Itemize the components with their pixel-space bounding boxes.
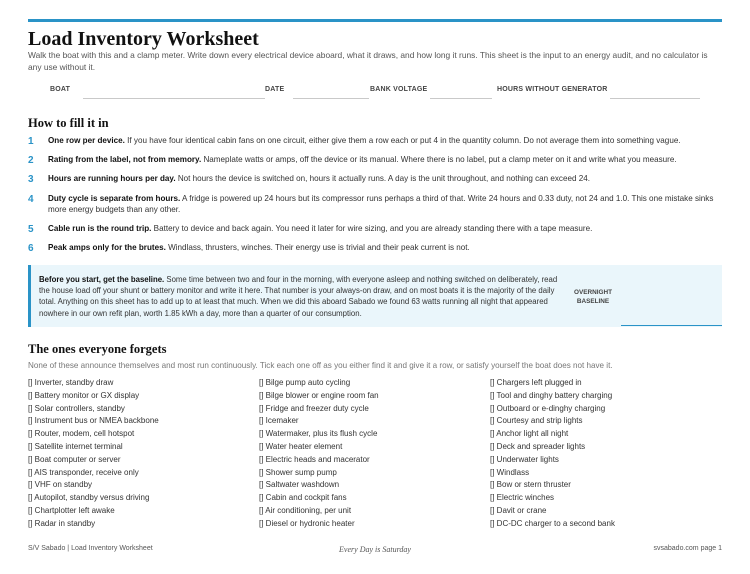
checklist-item[interactable]: [] Satellite internet terminal — [28, 441, 123, 451]
footer-tagline: Every Day is Saturday — [339, 545, 411, 554]
footer-left: S/V Sabado | Load Inventory Worksheet — [28, 545, 153, 552]
checklist-item[interactable]: [] Fridge and freezer duty cycle — [259, 403, 369, 413]
checklist-item[interactable]: [] Chargers left plugged in — [490, 378, 582, 387]
checklist-item[interactable]: [] Outboard or e-dinghy charging — [490, 403, 606, 413]
checklist-item[interactable]: [] Water heater element — [259, 441, 343, 451]
checklist-item[interactable]: [] Bilge blower or engine room fan — [259, 390, 379, 400]
checklist-item[interactable]: [] Solar controllers, standby — [28, 403, 125, 413]
forget-column-2 — [259, 377, 479, 531]
forget-heading: The ones everyone forgets — [28, 342, 167, 356]
step-number: 6 — [28, 243, 34, 254]
checklist-item[interactable]: [] DC-DC charger to a second bank — [490, 518, 615, 528]
checklist-item[interactable]: [] Tool and dinghy battery charging — [490, 390, 613, 400]
checklist-item[interactable]: [] Anchor light all night — [490, 429, 569, 439]
checklist-item[interactable]: [] Air conditioning, per unit — [259, 505, 352, 515]
checklist-item[interactable]: [] Router, modem, cell hotspot — [28, 429, 135, 439]
overnight-baseline-field[interactable] — [621, 325, 722, 326]
step-number: 4 — [28, 194, 34, 205]
checklist-item[interactable]: [] Diesel or hydronic heater — [259, 518, 355, 528]
checklist-item[interactable]: [] Davit or crane — [490, 505, 547, 515]
checklist-item[interactable]: [] Electric winches — [490, 493, 555, 503]
field-label-hours-without-generator: HOURS WITHOUT GENERATOR — [497, 86, 608, 93]
checklist-item[interactable]: [] Cabin and cockpit fans — [259, 493, 347, 503]
intro-text: Walk the boat with this and a clamp meter. Write down every electrical device aboard, what it draws, and how long it runs. This sheet is the input to an energy audit, and no calculator is any use without it. — [28, 50, 708, 72]
checklist-item[interactable]: [] Bilge pump auto cycling — [259, 378, 351, 387]
page-title: Load Inventory Worksheet — [28, 28, 259, 50]
step-number: 3 — [28, 174, 34, 185]
date-field[interactable] — [293, 98, 369, 99]
field-label-boat: BOAT — [50, 86, 71, 93]
checklist-item[interactable]: [] Electric heads and macerator — [259, 454, 370, 464]
baseline-callout — [28, 265, 722, 327]
footer-right: svsabado.com page 1 — [653, 545, 722, 552]
checklist-item[interactable]: [] Watermaker, plus its flush cycle — [259, 429, 378, 439]
checklist-item[interactable]: [] Underwater lights — [490, 454, 559, 464]
checklist-item[interactable]: [] Battery monitor or GX display — [28, 390, 140, 400]
accent-rule — [28, 19, 722, 22]
checklist-item[interactable]: [] Boat computer or server — [28, 454, 121, 464]
checklist-item[interactable]: [] VHF on standby — [28, 480, 93, 490]
checklist-item[interactable]: [] Bow or stern thruster — [490, 480, 571, 490]
boat-field[interactable] — [83, 98, 265, 99]
checklist-item[interactable]: [] Icemaker — [259, 416, 299, 426]
overnight-baseline-label: OVERNIGHT BASELINE — [574, 289, 612, 305]
step-number: 1 — [28, 136, 34, 147]
checklist-item[interactable]: [] Radar in standby — [28, 518, 96, 528]
step-number: 2 — [28, 155, 34, 166]
checklist-item[interactable]: [] Windlass — [490, 467, 530, 477]
header-fields — [28, 86, 722, 100]
checklist-item[interactable]: [] Saltwater washdown — [259, 480, 340, 490]
worksheet-page — [28, 0, 722, 574]
bank-voltage-field[interactable] — [430, 98, 492, 99]
checklist-item[interactable]: [] Instrument bus or NMEA backbone — [28, 416, 159, 426]
forget-column-1 — [28, 377, 248, 531]
callout-text: Before you start, get the baseline. Some time between two and four in the morning, with everyone asleep and nothing switched on deliberately, read the house load off your shunt or battery monitor and write it here. That number is your always-on draw, and on most boats it is the majority of the daily total. Anything on this sheet has to add up to at least that much. When we did this aboard Sabado we found 63 watts running all night that appeared nowhere in our own refit plan, worth 1.85 kWh a day, more than a quarter of our consumption. — [39, 275, 558, 318]
field-label-date: DATE — [265, 86, 285, 93]
step-number: 5 — [28, 224, 34, 235]
checklist-item[interactable]: [] Shower sump pump — [259, 467, 337, 477]
checklist-item[interactable]: [] Deck and spreader lights — [490, 441, 586, 451]
step-text: Rating from the label, not from memory. Nameplate watts or amps, off the device or its manual. Where there is no label, put a clamp meter on it and write what you measure. — [48, 155, 677, 164]
checklist-item[interactable]: [] Courtesy and strip lights — [490, 416, 583, 426]
checklist-item[interactable]: [] Chartplotter left awake — [28, 505, 115, 515]
forget-column-3 — [490, 377, 710, 531]
checklist-item[interactable]: [] Inverter, standby draw — [28, 378, 114, 387]
how-heading: How to fill it in — [28, 116, 109, 130]
forget-subtitle: None of these announce themselves and most run continuously. Tick each one off as you either find it and give it a row, or satisfy yourself the boat does not have it. — [28, 361, 613, 370]
hours-without-generator-field[interactable] — [610, 98, 700, 99]
step-text: Peak amps only for the brutes. Windlass, thrusters, winches. Their energy use is trivial and their peak current is not. — [48, 243, 470, 252]
step-text: Cable run is the round trip. Battery to device and back again. You need it later for wire sizing, and you are already standing there with a tape measure. — [48, 224, 593, 233]
step-text: One row per device. If you have four identical cabin fans on one circuit, either give them a row each or put 4 in the quantity column. Do not average them into something vague. — [48, 136, 681, 145]
checklist-item[interactable]: [] AIS transponder, receive only — [28, 467, 139, 477]
field-label-bank-voltage: BANK VOLTAGE — [370, 86, 428, 93]
step-text: Duty cycle is separate from hours. A fridge is powered up 24 hours but its compressor runs perhaps a third of that. Write 24 hours and 0.33 duty, not 24 and 1.0. This one mistake sinks more energy budgets than any other. — [48, 194, 714, 214]
checklist-item[interactable]: [] Autopilot, standby versus driving — [28, 493, 150, 503]
step-text: Hours are running hours per day. Not hours the device is switched on, hours it actually runs. A day is the unit throughout, and nothing can exceed 24. — [48, 174, 590, 183]
